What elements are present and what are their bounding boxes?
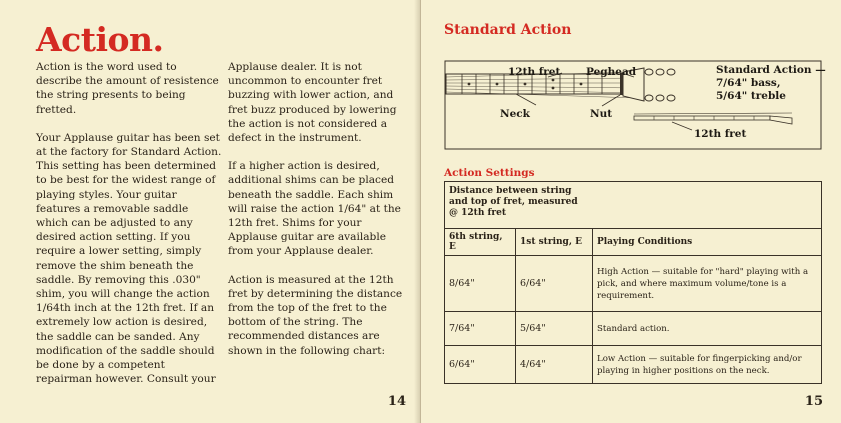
paragraph: Action is measured at the 12th fret by determining the distance from the top of the fret to the bottom of the string. The recommended distances are shown in the following chart: (228, 273, 403, 357)
page-number: 15 (804, 394, 823, 409)
diagram-label-neck: Neck (500, 108, 530, 120)
action-settings-title: Action Settings (444, 167, 535, 179)
table-description (445, 182, 822, 229)
table-cell: 6/64" (445, 346, 516, 384)
table-cell: 5/64" (516, 312, 593, 346)
text-column-2 (228, 60, 414, 372)
text-column-1 (36, 60, 222, 400)
paragraph: Applause dealer. It is not uncommon to encounter fret buzzing with lower action, and fret buzz produced by lowering the action is not considered a defect in the instrument. (228, 61, 397, 145)
spec-treble: 5/64" treble (716, 90, 786, 102)
table-header-row (445, 229, 822, 256)
diagram-label-12th-fret: 12th fret (508, 66, 561, 78)
table-cell: High Action — suitable for "hard" playing with a pick, and where maximum volume/tone is a requirement. (593, 256, 822, 312)
table-row (445, 256, 822, 312)
page-title: Action. (36, 20, 164, 59)
table-cell: 7/64" (445, 312, 516, 346)
diagram-label-nut: Nut (590, 108, 613, 120)
right-page (421, 0, 841, 423)
table-cell: Low Action — suitable for fingerpicking and/or playing in higher positions on the neck. (593, 346, 822, 384)
diagram-label-12th-fret-side: 12th fret (694, 128, 747, 140)
diagram-label-peghead: Peghead (586, 66, 637, 78)
action-settings-table (444, 181, 822, 384)
column-header: 6th string, E (445, 229, 516, 256)
paragraph: If a higher action is desired, additional shims can be placed beneath the saddle. Each shim will raise the action 1/64" at the 12th fret. Shims for your Applause guitar are available from your Applause dealer. (228, 160, 401, 258)
paragraph: Action is the word used to describe the amount of resistence the string presents to being fretted. (36, 61, 219, 116)
table-cell: 6/64" (516, 256, 593, 312)
spec-title: Standard Action — (716, 64, 826, 76)
table-cell: Standard action. (593, 312, 822, 346)
table-row (445, 346, 822, 384)
table-description-text: Distance between string and top of fret, measured @ 12th fret (449, 186, 578, 218)
page-number: 14 (387, 394, 406, 409)
paragraph: Your Applause guitar has been set at the factory for Standard Action. This setting has been determined to be best for the widest range of playing styles. Your guitar features a removable saddle which can be adjusted to any desired action setting. If you require a lower setting, simply remove the shim beneath the saddle. By removing this .030" shim, you will change the action 1/64th inch at the 12th fret. If an extremely low action is desired, the saddle can be sanded. Any modification of the saddle should be done by a competent repairman however. Consult your (36, 131, 222, 386)
guitar-neck-diagram (444, 60, 826, 150)
table-cell: 8/64" (445, 256, 516, 312)
column-header: Playing Conditions (593, 229, 822, 256)
table-cell: 4/64" (516, 346, 593, 384)
section-heading: Standard Action (444, 22, 572, 38)
table-row (445, 312, 822, 346)
spec-bass: 7/64" bass, (716, 77, 781, 89)
column-header: 1st string, E (516, 229, 593, 256)
